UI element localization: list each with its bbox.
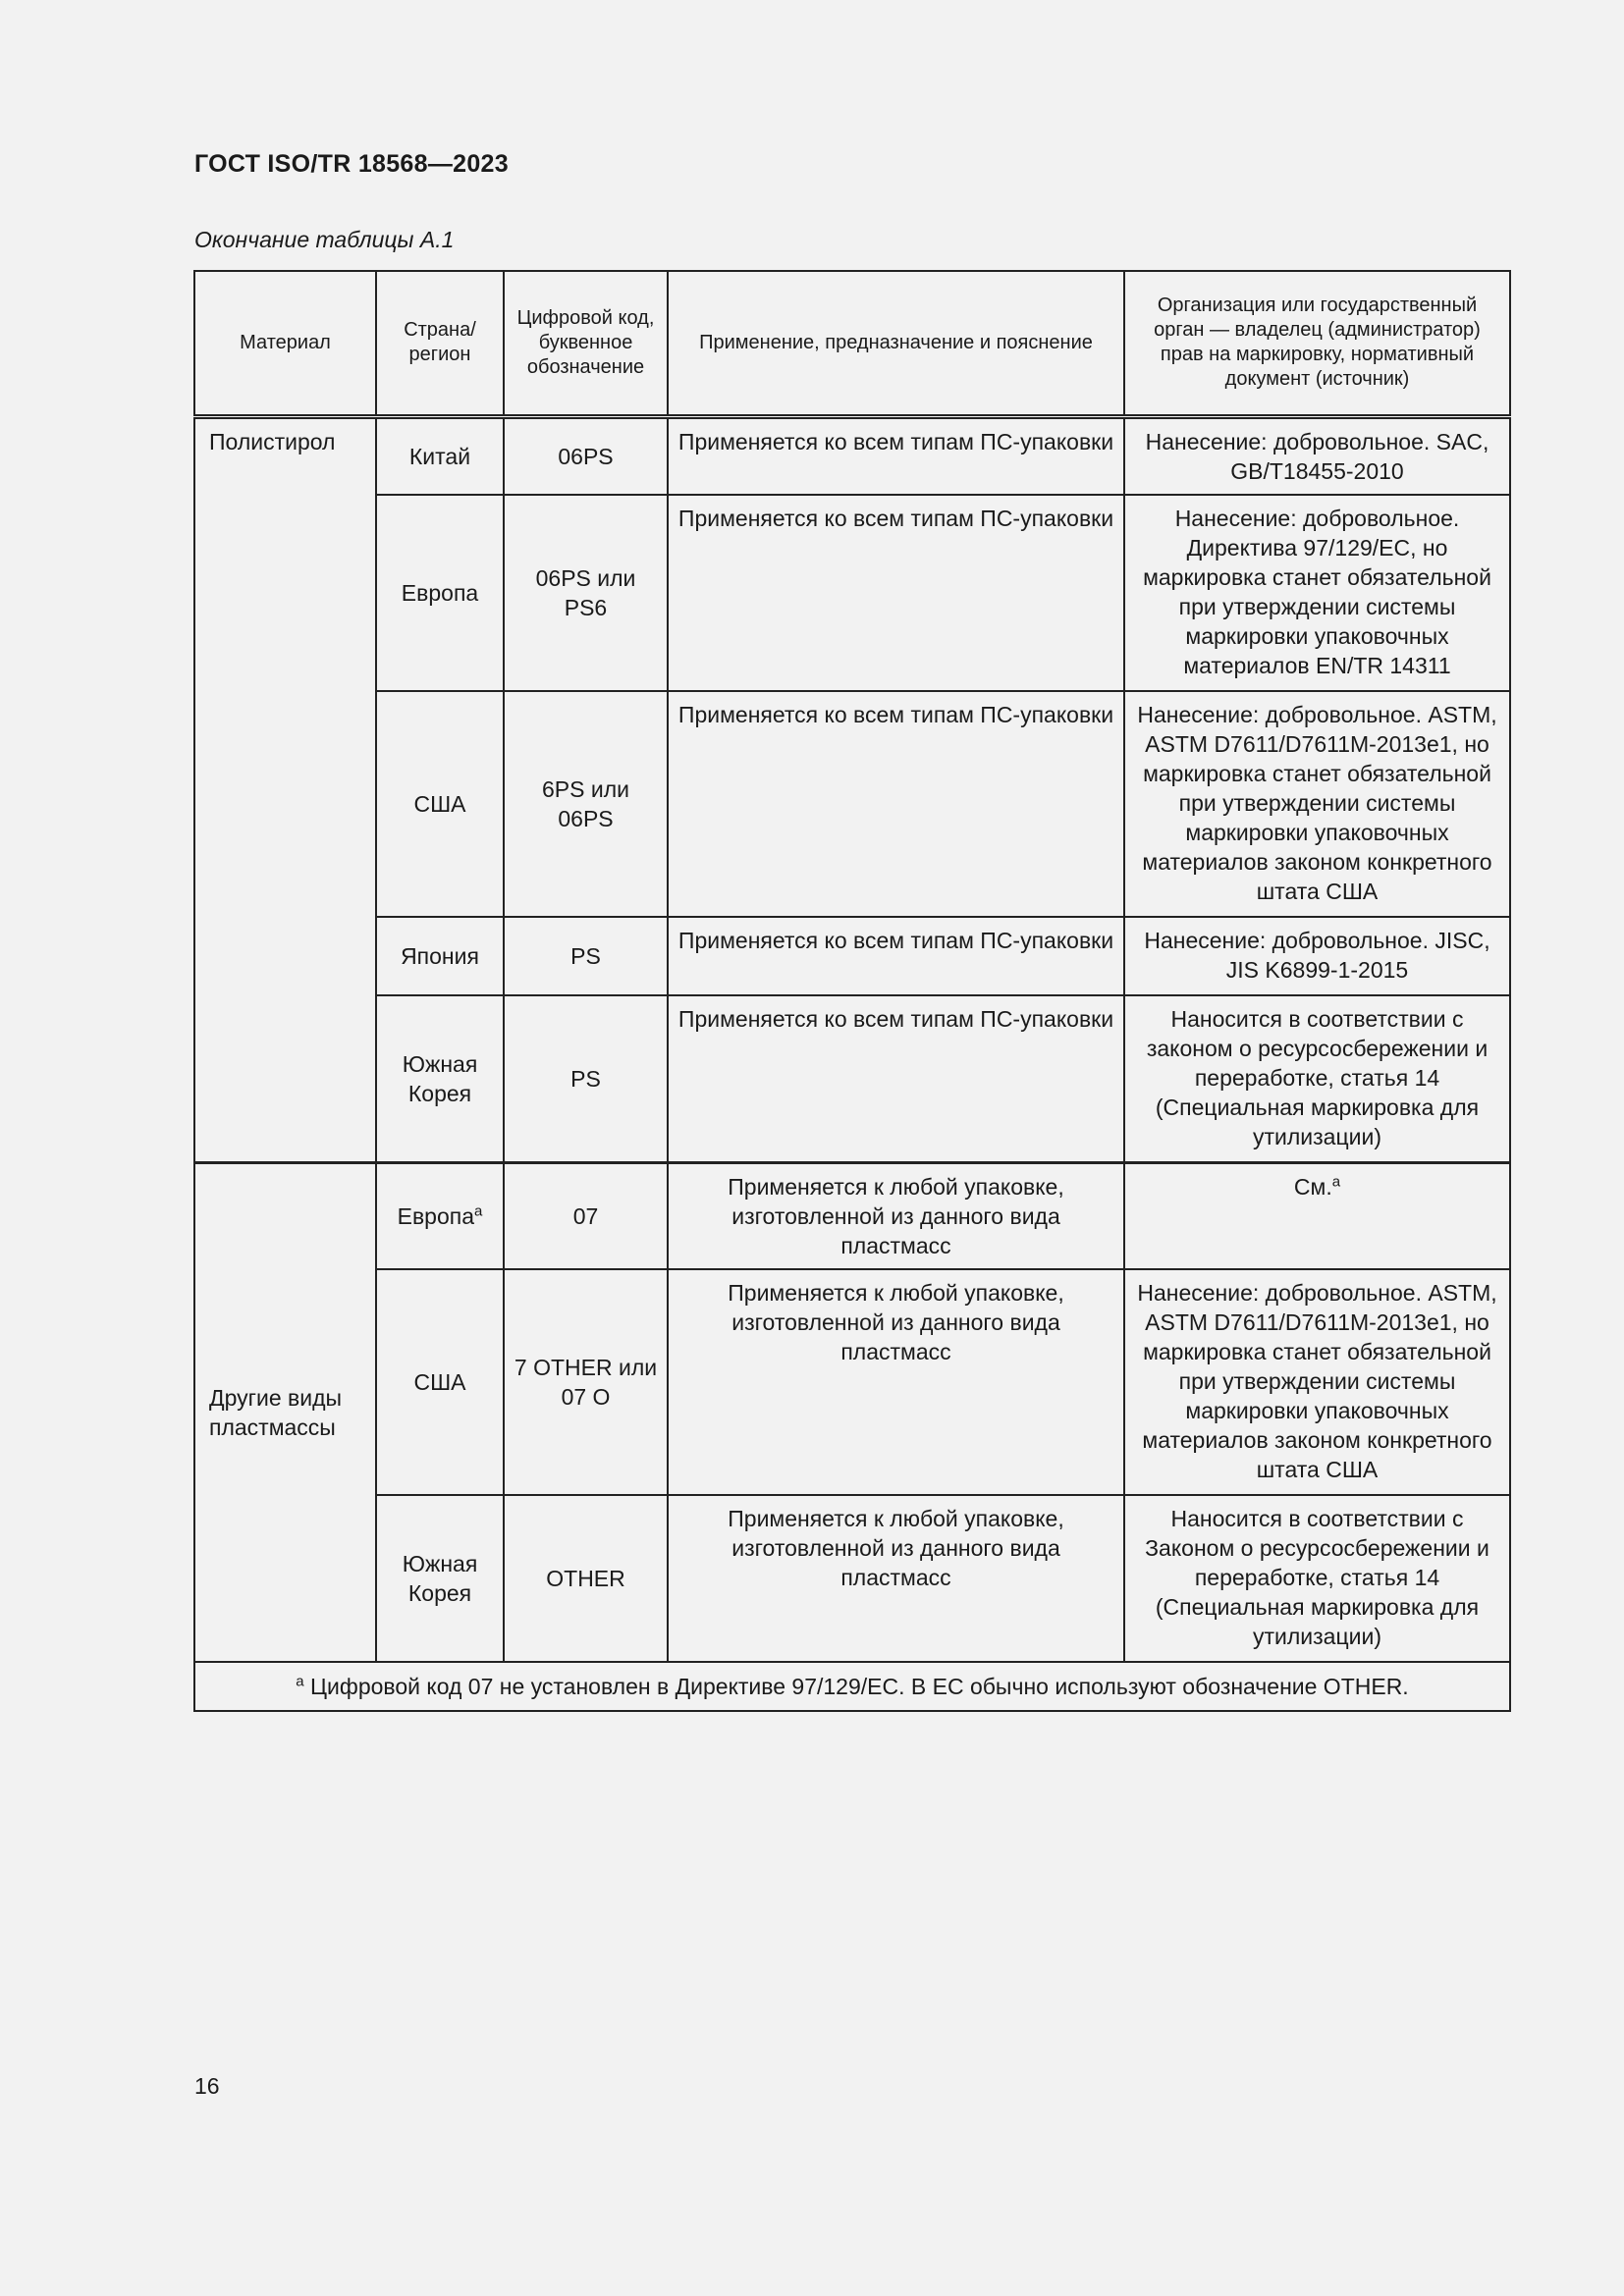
code-cell: PS	[504, 917, 668, 995]
code-cell: 06PS	[504, 416, 668, 495]
code-cell: 6PS или 06PS	[504, 691, 668, 917]
footnote-mark: a	[296, 1673, 304, 1690]
table-header-row	[194, 271, 1510, 416]
organization-cell: Нанесение: добровольное. ASTM, ASTM D7611/D7611M-2013e1, но маркировка станет обязательной при утверждении системы маркировки упаковочных материалов законом конкретного штата США	[1124, 1269, 1510, 1495]
code-cell: OTHER	[504, 1495, 668, 1662]
table-row	[194, 1269, 1510, 1495]
application-cell: Применяется ко всем типам ПС-упаковки	[668, 691, 1124, 917]
footnote-row	[194, 1662, 1510, 1711]
application-cell: Применяется ко всем типам ПС-упаковки	[668, 917, 1124, 995]
code-cell: PS	[504, 995, 668, 1162]
organization-cell	[1124, 1162, 1510, 1269]
country-text: Европа	[397, 1202, 475, 1229]
country-cell: Китай	[376, 416, 504, 495]
table-row	[194, 1495, 1510, 1662]
material-cell: Другие виды пластмассы	[194, 1162, 376, 1662]
table-container	[193, 270, 1509, 1712]
footnote-cell	[194, 1662, 1510, 1711]
application-cell: Применяется ко всем типам ПС-упаковки	[668, 995, 1124, 1162]
organization-cell: Наносится в соответствии с законом о ресурсосбережении и переработке, статья 14 (Специальная маркировка для утилизации)	[1124, 995, 1510, 1162]
organization-cell: Нанесение: добровольное. ASTM, ASTM D7611/D7611M-2013e1, но маркировка станет обязательной при утверждении системы маркировки упаковочных материалов законом конкретного штата США	[1124, 691, 1510, 917]
organization-cell: Нанесение: добровольное. JISC, JIS K6899-1-2015	[1124, 917, 1510, 995]
application-cell: Применяется к любой упаковке, изготовленной из данного вида пластмасс	[668, 1495, 1124, 1662]
application-cell: Применяется к любой упаковке, изготовленной из данного вида пластмасс	[668, 1162, 1124, 1269]
footnote-text: Цифровой код 07 не установлен в Директиве 97/129/EC. В ЕС обычно используют обозначение OTHER.	[310, 1674, 1409, 1699]
column-header-application: Применение, предназначение и пояснение	[668, 271, 1124, 416]
application-cell: Применяется к любой упаковке, изготовленной из данного вида пластмасс	[668, 1269, 1124, 1495]
code-cell: 7 OTHER или 07 O	[504, 1269, 668, 1495]
code-cell: 07	[504, 1162, 668, 1269]
table-row	[194, 416, 1510, 495]
table-row	[194, 995, 1510, 1162]
table-row	[194, 1162, 1510, 1269]
country-cell: Южная Корея	[376, 1495, 504, 1662]
table-row	[194, 495, 1510, 691]
column-header-code: Цифровой код, буквенное обозначение	[504, 271, 668, 416]
column-header-country: Страна/ регион	[376, 271, 504, 416]
table-caption: Окончание таблицы А.1	[194, 227, 455, 252]
country-cell: Южная Корея	[376, 995, 504, 1162]
organization-cell: Нанесение: добровольное. Директива 97/129/EC, но маркировка станет обязательной при утверждении системы маркировки упаковочных материалов EN/TR 14311	[1124, 495, 1510, 691]
column-header-material: Материал	[194, 271, 376, 416]
organization-text: См.	[1293, 1173, 1332, 1200]
document-header: ГОСТ ISO/TR 18568—2023	[194, 150, 509, 178]
country-cell: США	[376, 1269, 504, 1495]
organization-cell: Наносится в соответствии с Законом о ресурсосбережении и переработке, статья 14 (Специальная маркировка для утилизации)	[1124, 1495, 1510, 1662]
code-cell: 06PS или PS6	[504, 495, 668, 691]
application-cell: Применяется ко всем типам ПС-упаковки	[668, 416, 1124, 495]
footnote-mark: a	[474, 1202, 483, 1220]
table-row	[194, 917, 1510, 995]
column-header-organization: Организация или государственный орган — владелец (администратор) прав на маркировку, нормативный документ (источник)	[1124, 271, 1510, 416]
marking-table	[193, 270, 1511, 1712]
country-cell	[376, 1162, 504, 1269]
material-cell: Полистирол	[194, 416, 376, 1162]
country-cell: Европа	[376, 495, 504, 691]
country-cell: США	[376, 691, 504, 917]
application-cell: Применяется ко всем типам ПС-упаковки	[668, 495, 1124, 691]
country-cell: Япония	[376, 917, 504, 995]
organization-cell: Нанесение: добровольное. SAC, GB/T18455-2010	[1124, 416, 1510, 495]
table-row	[194, 691, 1510, 917]
footnote-mark: a	[1331, 1172, 1341, 1190]
page-number: 16	[194, 2073, 220, 2099]
